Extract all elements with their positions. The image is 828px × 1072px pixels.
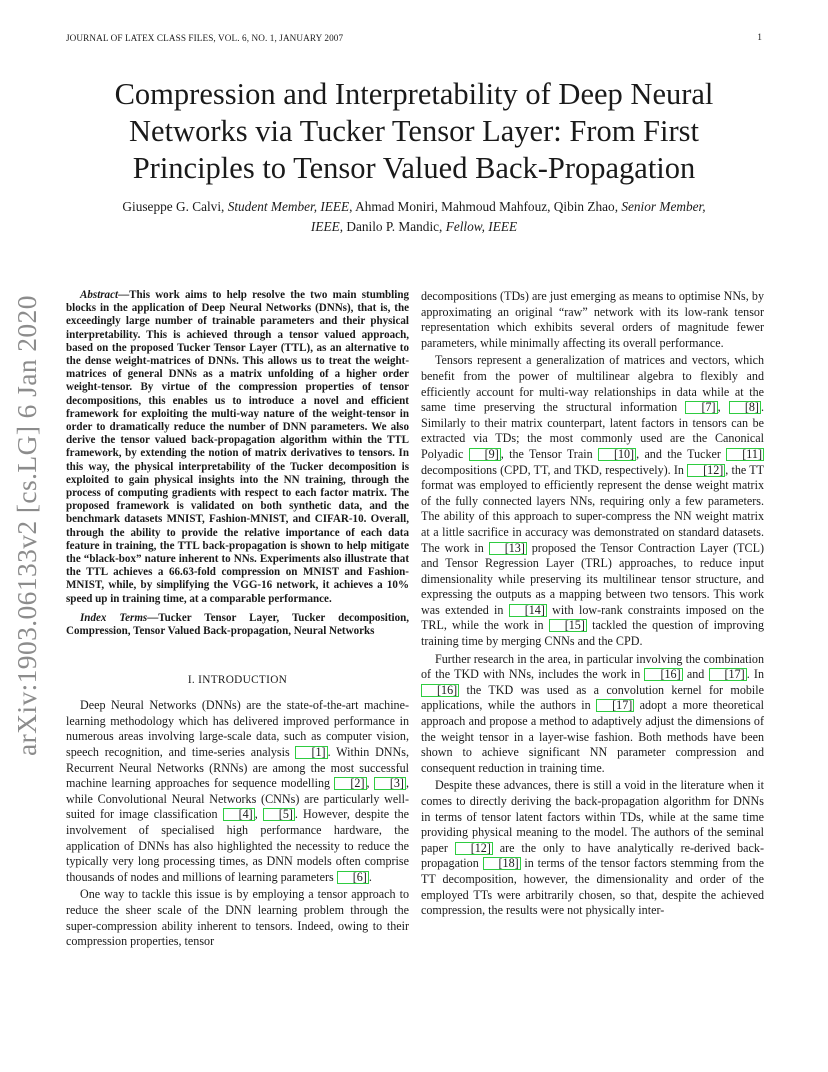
abstract: [66, 289, 409, 606]
body-text: Further research in the area, in particular involving the combination of the TKD with NNs, includes the work in: [421, 651, 764, 682]
author-text: Giuseppe G. Calvi,: [122, 199, 228, 214]
body-text: , the Tensor Train: [500, 446, 598, 461]
citation-link[interactable]: [16]: [421, 684, 459, 697]
citation-link[interactable]: [3]: [374, 777, 406, 790]
paper-title: [40, 76, 788, 187]
citation-link[interactable]: [17]: [596, 699, 634, 712]
body-text: . Within DNNs, Recurrent Neural Networks (RNNs) are among the most successful machine learning approaches for sequence modelling: [66, 745, 410, 791]
author-affiliation: Fellow, IEEE: [445, 219, 518, 234]
citation-link[interactable]: [10]: [598, 448, 636, 461]
body-text: the TKD was used as a convolution kernel for mobile applications, while the authors in: [421, 682, 764, 713]
citation-link[interactable]: [12]: [455, 842, 493, 855]
body-text: tackled the question of improving training time by merging CNNs and the CPD.: [421, 618, 764, 649]
author-affiliation: Senior Member,: [621, 199, 706, 214]
body-text: in terms of the tensor factors stemming from the TT decomposition, however, the dimensionality and order of the employed TTs were arbitrarily chosen, so that, despite the achieved compression, the results were not physically inter-: [421, 856, 764, 918]
arxiv-identifier[interactable]: arXiv:1903.06133v2 [cs.LG] 6 Jan 2020: [11, 295, 42, 756]
body-paragraph: One way to tackle this issue is by employing a tensor approach to reduce the sheer scale of the DNN learning problem through the super-compression ability inherent to tensors. Indeed, owing to their compression properties, tensor: [66, 887, 409, 949]
body-paragraph: decompositions (TDs) are just emerging as means to optimise NNs, by approximating an original “raw” network with its low-rank tensor representation which exhibits several orders of magnitude fewer parameters, while minimally affecting its overall performance.: [421, 289, 764, 350]
index-terms-lead: Index Terms: [80, 611, 148, 624]
author-affiliation: Student Member, IEEE: [227, 199, 350, 214]
title-line: Compression and Interpretability of Deep Neural: [114, 77, 714, 111]
body-paragraph: [421, 652, 764, 777]
citation-link[interactable]: [11]: [726, 448, 764, 461]
citation-link[interactable]: [1]: [295, 746, 327, 759]
body-text: Despite these advances, there is still a void in the literature when it comes to directly deriving the back-propagation algorithm for DNNs in terms of tensor latent factors within TDs, while at the same time providing physical meaning to the model. The authors of the seminal paper: [421, 778, 764, 855]
citation-link[interactable]: [6]: [337, 871, 369, 884]
body-paragraph: [66, 698, 409, 885]
title-line: Networks via Tucker Tensor Layer: From First: [129, 114, 699, 148]
page-number: 1: [757, 33, 762, 43]
abstract-text: —This work aims to help resolve the two main stumbling blocks in the application of Deep Neural Networks (DNNs), that is, the exceedingly large number of trainable parameters and their physical interpretability. This is achieved through a tensor valued approach, based on the proposed Tucker Tensor Layer (TTL), as an alternative to the dense weight-matrices of DNNs. This allows us to treat the weight-matrices of general DNNs as a matrix unfolding of a higher order weight-tensor. By virtue of the compression properties of tensor decompositions, this enables us to introduce a novel and efficient framework for exploiting the multi-way nature of the weight-tensor in order to dramatically reduce the number of DNN parameters. We also derive the tensor valued back-propagation algorithm within the TTL framework, by extending the notion of matrix derivatives to tensors. In this way, the physical interpretability of the Tucker decomposition is exploited to gain physical insights into the NN training, through the process of computing gradients with respect to each factor matrix. The proposed framework is validated on both synthetic data, and the benchmark datasets MNIST, Fashion-MNIST, and CIFAR-10. Overall, through the ability to provide the relative importance of each data feature in training, the TTL back-propagation is shown to help mitigate the “black-box” nature inherent to NNs. Experiments also illustrate that the TTL achieves a 66.63-fold compression on MNIST and Fashion-MNIST, while, by simplifying the VGG-16 network, it achieves a 10% speed up in training time, at a comparable performance.: [66, 289, 409, 605]
running-head: JOURNAL OF LATEX CLASS FILES, VOL. 6, NO. 1, JANUARY 2007: [66, 33, 344, 43]
body-text: ,: [717, 400, 729, 415]
citation-link[interactable]: [12]: [687, 464, 725, 477]
citation-link[interactable]: [7]: [685, 401, 717, 414]
body-text: , and the Tucker: [636, 446, 727, 461]
body-text: Tensors represent a generalization of matrices and vectors, which benefit from the power of multilinear algebra to flexibly and efficiently account for multi-way relationships in data while at the same time preserving the structural information: [421, 353, 764, 415]
abstract-lead: Abstract: [80, 289, 119, 301]
citation-link[interactable]: [13]: [489, 542, 527, 555]
body-text: and: [682, 667, 709, 682]
author-affiliation: IEEE: [310, 219, 340, 234]
body-paragraph: [421, 353, 764, 649]
body-text: ,: [254, 807, 263, 822]
body-text: .: [368, 869, 372, 884]
body-text: , the TT format was employed to efficiently represent the dense weight matrix of the fully connected layers NNs, requiring only a few parameters. The ability of this approach to super-compress the NN weight matrix at a little sacrifice in accuracy was demonstrated on standard datasets. The work in: [421, 462, 764, 555]
citation-link[interactable]: [16]: [644, 668, 682, 681]
right-column: [421, 289, 764, 921]
citation-link[interactable]: [15]: [549, 619, 587, 632]
body-text: . In: [746, 667, 765, 682]
body-text: adopt a more theoretical approach and propose a method to adaptively adjust the dimensions of the weight tensor in a layer-wise fashion. Both methods have been shown to achieve significant NN parameter compression and consequent reduction in training time.: [421, 698, 764, 775]
citation-link[interactable]: [8]: [729, 401, 761, 414]
title-line: Principles to Tensor Valued Back-Propagation: [132, 151, 696, 185]
citation-link[interactable]: [4]: [223, 808, 255, 821]
body-paragraph: [421, 778, 764, 918]
author-line: [60, 217, 768, 237]
body-text: are the only to have analytically re-derived back-propagation: [421, 840, 764, 871]
index-terms-text: —Tucker Tensor Layer, Tucker decomposition, Compression, Tensor Valued Back-propagation, Neural Networks: [66, 611, 410, 638]
citation-link[interactable]: [17]: [709, 668, 747, 681]
author-text: , Danilo P. Mandic,: [339, 219, 446, 234]
citation-link[interactable]: [5]: [263, 808, 295, 821]
body-text: . Similarly to their matrix counterpart, latent factors in tensors can be extracted via TDs; the most commonly used are the Canonical Polyadic: [421, 400, 764, 461]
left-column: [66, 289, 409, 952]
body-text: decompositions (CPD, TT, and TKD, respectively). In: [421, 462, 688, 477]
index-terms: [66, 612, 409, 638]
body-text: ,: [366, 776, 374, 791]
body-text: proposed the Tensor Contraction Layer (TCL) and Tensor Regression Layer (TRL) approaches, to reduce input dimensionality while preserving its multilinear tensor structure, and expressing the outputs as a mapping between two tensors. This work was extended in: [421, 540, 764, 617]
body-text: , while Convolutional Neural Networks (CNNs) are particularly well-suited for image classification: [66, 776, 409, 822]
citation-link[interactable]: [14]: [509, 604, 547, 617]
citation-link[interactable]: [2]: [334, 777, 366, 790]
body-text: . However, despite the involvement of specialised high performance hardware, the application of DNNs has also highlighted the necessity to reduce the typically very long processing times, as DNN models often comprise thousands of nodes and millions of learning parameters: [66, 807, 409, 884]
body-text: Deep Neural Networks (DNNs) are the state-of-the-art machine-learning methodology which has delivered improved performance in numerous areas involving large-scale data, such as computer vision, speech recognition, and time-series analysis: [66, 698, 409, 760]
author-text: , Ahmad Moniri, Mahmoud Mahfouz, Qibin Zhao,: [349, 199, 622, 214]
author-list: [60, 197, 768, 237]
citation-link[interactable]: [9]: [469, 448, 501, 461]
author-line: [60, 197, 768, 217]
citation-link[interactable]: [18]: [483, 857, 521, 870]
section-heading: I. INTRODUCTION: [187, 674, 288, 687]
body-text: with low-rank constraints imposed on the TRL, while the work in: [421, 602, 765, 633]
